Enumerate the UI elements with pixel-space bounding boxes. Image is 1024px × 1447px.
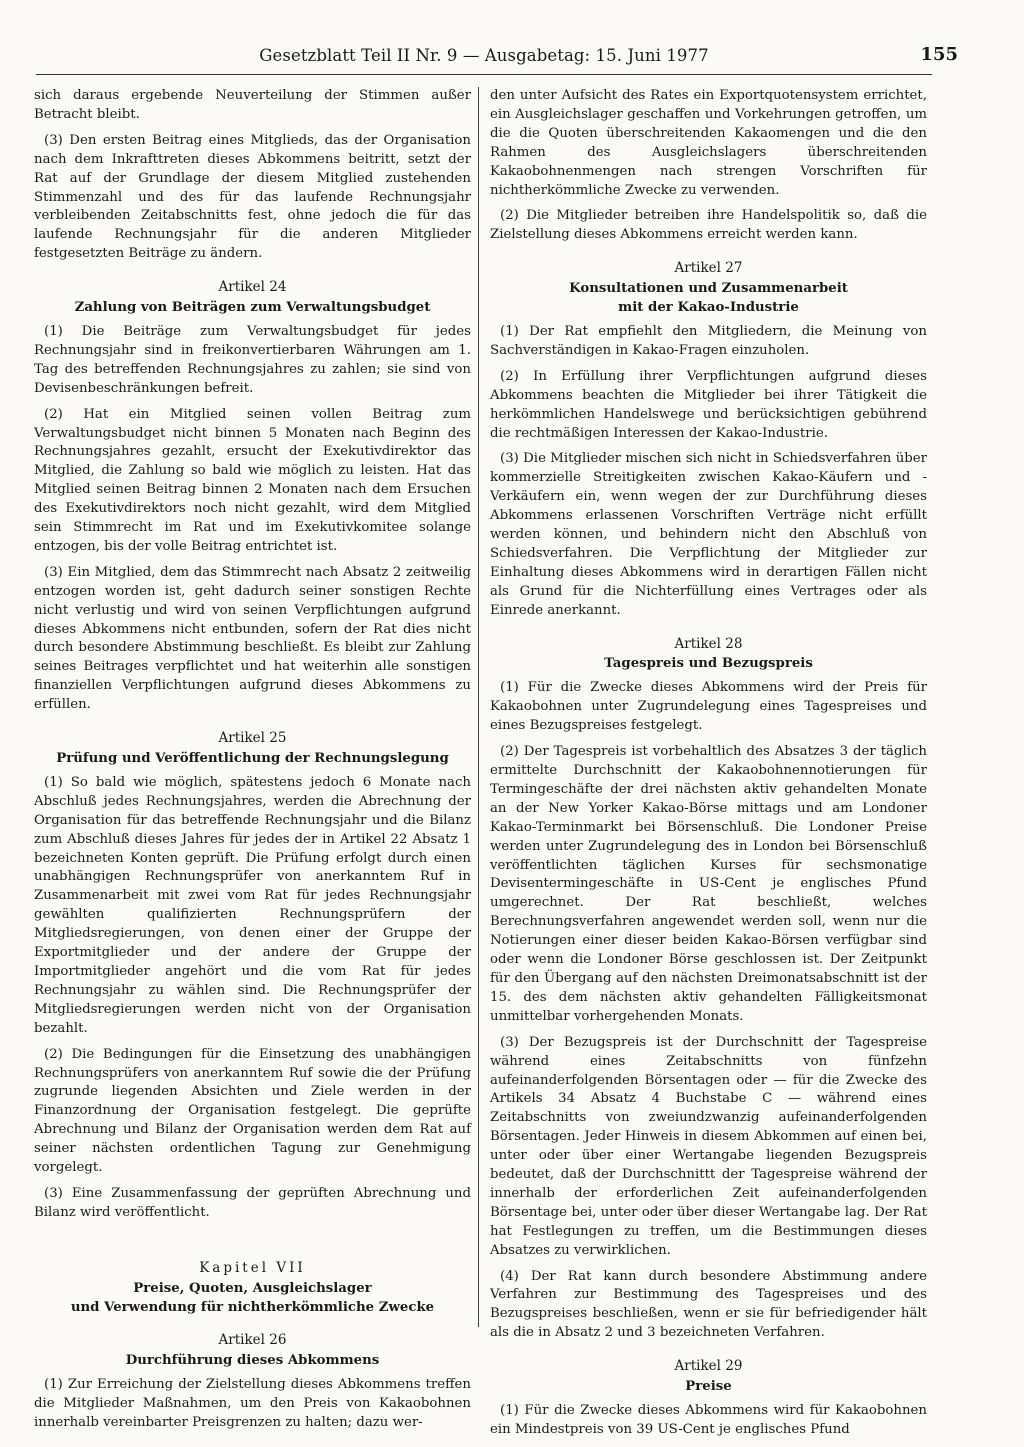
chapter-title-line: Preise, Quoten, Ausgleichslager: [133, 1280, 372, 1296]
paragraph: (3) Ein Mitglied, dem das Stimmrecht nach Absatz 2 zeitweilig entzogen worden ist, geht dadurch seiner sonstigen Rechte nicht verlustig und wird von seinen Verpflichtungen aufgrund dieses Abkommens nicht entbunden, sofern der Rat dies nicht durch besondere Abstimmung beschließt. Es bleibt zur Zahlung seines Beitrages verpflichtet und hat weiterhin alle sonstigen finanziellen Verpflichtungen aufgrund dieses Abkommens zu erfüllen.: [34, 564, 471, 713]
article-title: [490, 280, 927, 318]
article-number: Artikel 24: [218, 279, 287, 296]
article-title-line: Konsultationen und Zusammenarbeit: [569, 281, 848, 297]
column-divider: [478, 87, 479, 1327]
paragraph: (3) Den ersten Beitrag eines Mitglieds, das der Organisation nach dem Inkrafttreten dieses Abkommens beitritt, setzt der Rat auf der Grundlage der diesem Mitglied zustehenden Stimmenzahl und des für das laufende Rechnungsjahr verbleibenden Zeitabschnitts fest, ohne jedoch die für das laufende Rechnungsjahr für die anderen Mitglieder festgesetzten Beiträge zu ändern.: [34, 132, 471, 262]
paragraph: (1) Der Rat empfiehlt den Mitgliedern, die Meinung von Sachverständigen in Kakao-Fragen einzuholen.: [490, 323, 927, 358]
article-title: Durchführung dieses Abkommens: [125, 1353, 380, 1369]
article-number: Artikel 26: [218, 1332, 287, 1349]
paragraph: (1) Für die Zwecke dieses Abkommens wird der Preis für Kakaobohnen unter Zugrundelegung eines Tagespreises und eines Bezugspreises festgelegt.: [490, 680, 927, 734]
chapter-number: Kapitel VII: [199, 1259, 306, 1276]
article-title: Prüfung und Veröffentlichung der Rechnungslegung: [56, 751, 449, 766]
paragraph: (2) In Erfüllung ihrer Verpflichtungen aufgrund dieses Abkommens beachten die Mitglieder bei ihrer Tätigkeit die herkömmlichen Handelswege und berücksichtigen gebührend die rechtmäßigen Interessen der Kakao-Industrie.: [490, 368, 927, 441]
paragraph: (1) Die Beiträge zum Verwaltungsbudget für jedes Rechnungsjahr sind in freikonvertierbaren Währungen am 1. Tag des betreffenden Rechnungsjahres zu zahlen; sie sind von Devisenbeschränkungen befreit.: [34, 323, 471, 396]
article-title: Preise: [685, 1379, 732, 1395]
article-number: Artikel 29: [674, 1358, 743, 1375]
article-title: Zahlung von Beiträgen zum Verwaltungsbudget: [74, 300, 431, 316]
right-column: [490, 87, 927, 1447]
paragraph: (3) Der Bezugspreis ist der Durchschnitt der Tagespreise während eines Zeitabschnitts von fünfzehn aufeinanderfolgenden Börsentagen oder — für die Zwecke des Artikels 34 Absatz 4 Buchstabe C — während eines Zeitabschnitts von zweiundzwanzig aufeinanderfolgenden Börsentagen. Jeder Hinweis in diesem Abkommen auf einen bei, unter oder über einer Wertangabe liegenden Bezugspreis bedeutet, daß der Durchschnittt der Tagespreise während der innerhalb der erforderlichen Zeit aufeinanderfolgenden Börsentage bei, unter oder über dieser Wertangabe lag. Der Rat hat Festlegungen zu treffen, um die Bestimmungen dieses Absatzes zu verwirklichen.: [490, 1034, 927, 1258]
chapter-title: [34, 1280, 471, 1318]
article-number: Artikel 27: [674, 260, 743, 277]
paragraph: (4) Der Rat kann durch besondere Abstimmung andere Verfahren zur Bestimmung des Tagespreises und des Bezugspreises beschließen, wenn er sie für befriedigender hält als die in Absatz 2 und 3 bezeichneten Verfahren.: [490, 1268, 927, 1341]
article-title: Tagespreis und Bezugspreis: [604, 656, 813, 672]
running-header-title: Gesetzblatt Teil II Nr. 9 — Ausgabetag: 15. Juni 1977: [259, 46, 709, 65]
paragraph: (1) So bald wie möglich, spätestens jedoch 6 Monate nach Abschluß jedes Rechnungsjahres, werden die Abrechnung der Organisation für das betreffende Rechnungsjahr und die Bilanz zum Abschluß dieses Jahres für jedes der in Artikel 22 Absatz 1 bezeichneten Konten geprüft. Die Prüfung erfolgt durch einen unabhängigen Rechnungsprüfer von anerkanntem Ruf in Zusammenarbeit mit zwei vom Rat für jedes Rechnungsjahr gewählten qualifizierten Rechnungsprüfern der Mitgliedsregierungen, von denen einer der Gruppe der Exportmitglieder und der andere der Gruppe der Importmitglieder angehört und die vom Rat für jedes Rechnungsjahr zu wählen sind. Die Rechnungsprüfer der Mitgliedsregierungen werden nicht von der Organisation bezahlt.: [34, 774, 471, 1036]
article-number: Artikel 28: [674, 635, 743, 652]
paragraph: (2) Die Bedingungen für die Einsetzung des unabhängigen Rechnungsprüfers von anerkanntem Ruf sowie die der Prüfung zugrunde liegenden Absichten und Ziele werden in der Finanzordnung der Organisation festgelegt. Die geprüfte Abrechnung und Bilanz der Organisation werden dem Rat auf seiner nächsten ordentlichen Tagung zur Genehmigung vorgelegt.: [34, 1046, 471, 1176]
chapter-title-line: und Verwendung für nichtherkömmliche Zwecke: [70, 1299, 435, 1315]
paragraph: (1) Zur Erreichung der Zielstellung dieses Abkommens treffen die Mitglieder Maßnahmen, um den Preis von Kakaobohnen innerhalb vereinbarter Preisgrenzen zu halten; dazu wer-: [34, 1377, 471, 1431]
paragraph: (2) Hat ein Mitglied seinen vollen Beitrag zum Verwaltungsbudget nicht binnen 5 Monaten nach Beginn des Rechnungsjahres gezahlt, ersucht der Exekutivdirektor das Mitglied, die Zahlung so bald wie möglich zu leisten. Hat das Mitglied seinen Beitrag binnen 2 Monaten nach dem Ersuchen des Exekutivdirektors noch nicht gezahlt, wird dem Mitglied sein Stimmrecht im Rat und im Exekutivkomitee solange entzogen, bis der volle Beitrag entrichtet ist.: [34, 406, 471, 554]
article-number: Artikel 25: [218, 730, 287, 747]
paragraph: (3) Die Mitglieder mischen sich nicht in Schiedsverfahren über kommerzielle Streitigkeiten zwischen Kakao-Käufern und -Verkäufern ein, wenn wegen der zur Durchführung dieses Abkommens erlassenen Vorschriften Verträge nicht erfüllt werden können, und behindern nicht den Abschluß von Schiedsverfahren. Die Verpflichtung der Mitglieder zur Einhaltung dieses Abkommens wird in derartigen Fällen nicht als Grund für die Nichterfüllung eines Vertrages oder als Einrede anerkannt.: [490, 451, 927, 618]
article-title-line: mit der Kakao-Industrie: [618, 300, 799, 316]
paragraph: (2) Der Tagespreis ist vorbehaltlich des Absatzes 3 der täglich ermittelte Durchschnitt der Kakaobohnennotierungen für Termingeschäfte der drei nächsten aktiv gehandelten Monate an der New Yorker Kakao-Börse mittags und am Londoner Kakao-Terminmarkt bei Börsenschluß. Die Londoner Preise werden unter Zugrundelegung des in London bei Börsenschluß veröffentlichten täglichen Kurses für sechsmonatige Devisentermingeschäfte in US-Cent je englisches Pfund umgerechnet. Der Rat beschließt, welches Berechnungsverfahren angewendet werden soll, wenn nur die Notierungen einer dieser beiden Kakao-Börsen verfügbar sind oder wenn die Londoner Börse geschlossen ist. Der Zeitpunkt für den Übergang auf den nächsten Dreimonatsabschnitt ist der 15. des dem nächsten aktiv gehandelten Fälligkeitsmonat unmittelbar vorhergehenden Monats.: [490, 744, 927, 1024]
paragraph: (3) Eine Zusammenfassung der geprüften Abrechnung und Bilanz wird veröffentlicht.: [34, 1185, 471, 1220]
continued-paragraph: den unter Aufsicht des Rates ein Exportquotensystem errichtet, ein Ausgleichslager geschaffen und Vorkehrungen getroffen, um die die Quoten überschreitenden Kakaomengen und die den Rahmen des Ausgleichslagers überschreitenden Kakaobohnenmengen nach strengen Vorschriften für nichtherkömmliche Zwecke zu verwenden.: [490, 88, 927, 198]
paragraph: (1) Für die Zwecke dieses Abkommens wird für Kakaobohnen ein Mindestpreis von 39 US-Cent je englisches Pfund: [490, 1403, 927, 1437]
page-header: [36, 44, 958, 75]
paragraph: (2) Die Mitglieder betreiben ihre Handelspolitik so, daß die Zielstellung dieses Abkommens erreicht werden kann.: [490, 208, 927, 243]
continued-paragraph: sich daraus ergebende Neuverteilung der Stimmen außer Betracht bleibt.: [34, 88, 471, 122]
page-number: 155: [920, 44, 958, 65]
left-column: [34, 87, 471, 1440]
